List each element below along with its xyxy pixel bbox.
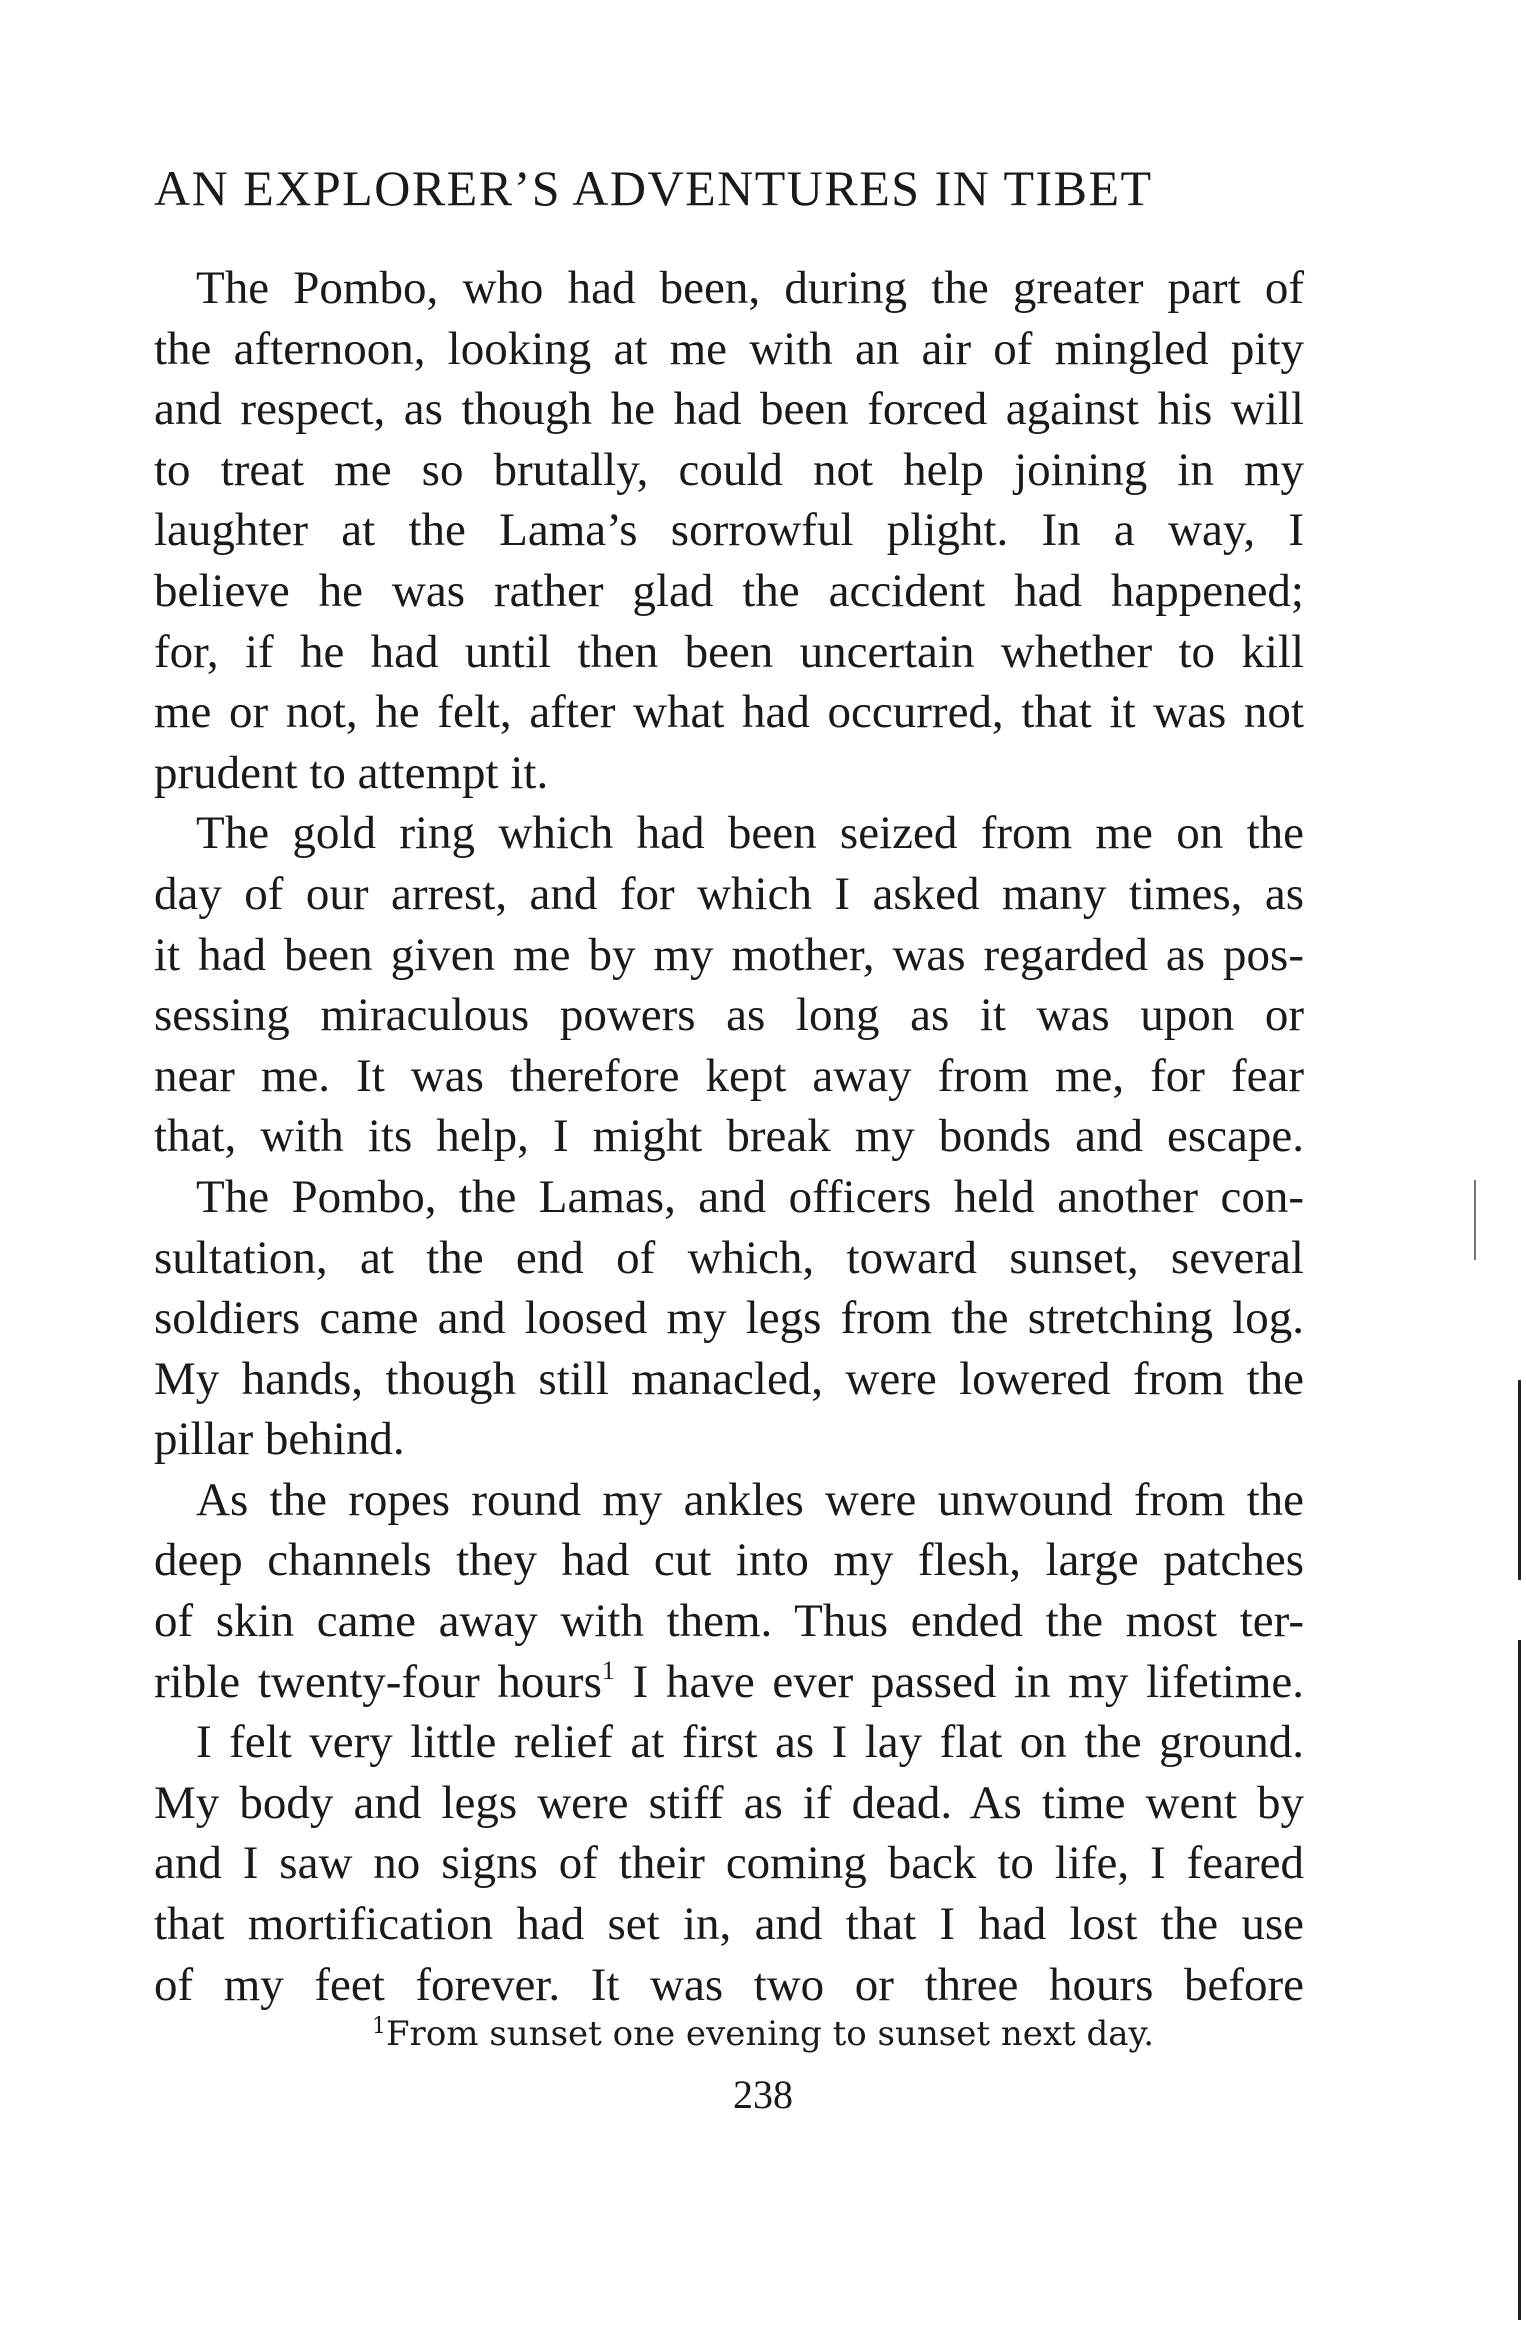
text-line: My body and legs were stiff as if dead. As time went by	[154, 1776, 1304, 1829]
footnote-text: From sunset one evening to sunset next day.	[385, 2014, 1155, 2054]
footnote	[0, 2012, 1526, 2056]
text-line: near me. It was therefore kept away from me, for fear	[154, 1049, 1304, 1102]
paragraph-4	[154, 1470, 1304, 1712]
text-fragment: rible twenty-four hours	[154, 1655, 602, 1708]
text-line: me or not, he felt, after what had occurred, that it was not	[154, 686, 1304, 739]
scan-edge-mark	[1518, 1640, 1521, 2320]
text-line: The gold ring which had been seized from me on the	[196, 807, 1304, 860]
text-line: it had been given me by my mother, was regarded as pos-	[154, 928, 1304, 981]
text-line-with-footnote	[154, 1652, 1304, 1713]
text-fragment: I have ever passed in my lifetime.	[632, 1655, 1304, 1708]
text-line: for, if he had until then been uncertain whether to kill	[154, 625, 1304, 678]
scan-edge-mark	[1518, 1380, 1521, 1580]
text-line: The Pombo, the Lamas, and officers held another con-	[196, 1170, 1304, 1223]
text-line: the afternoon, looking at me with an air of mingled pity	[154, 322, 1304, 375]
text-line: that, with its help, I might break my bonds and escape.	[154, 1110, 1304, 1163]
text-line: and respect, as though he had been forced against his will	[154, 383, 1304, 436]
text-line: of my feet forever. It was two or three hours before	[154, 1958, 1304, 2011]
text-line: that mortification had set in, and that I had lost the use	[154, 1898, 1304, 1951]
paragraph-1	[154, 258, 1304, 803]
text-line: soldiers came and loosed my legs from the stretching log.	[154, 1292, 1304, 1345]
scan-edge-mark	[1474, 1180, 1476, 1260]
text-line: The Pombo, who had been, during the greater part of	[196, 262, 1304, 314]
text-line: and I saw no signs of their coming back to life, I feared	[154, 1837, 1304, 1890]
text-line: sultation, at the end of which, toward sunset, several	[154, 1231, 1304, 1284]
page-number: 238	[733, 2072, 793, 2117]
text-line: As the ropes round my ankles were unwound from the	[196, 1473, 1304, 1526]
text-line: day of our arrest, and for which I asked many times, as	[154, 867, 1304, 920]
text-line: believe he was rather glad the accident had happened;	[154, 564, 1304, 617]
text-line: deep channels they had cut into my flesh, large patches	[154, 1534, 1304, 1587]
text-line: laughter at the Lama’s sorrowful plight. In a way, I	[154, 504, 1304, 557]
text-line: I felt very little relief at first as I lay flat on the ground.	[196, 1716, 1304, 1769]
paragraph-5	[154, 1712, 1304, 2015]
text-line: to treat me so brutally, could not help joining in my	[154, 443, 1304, 496]
running-head: AN EXPLORER’S ADVENTURES IN TIBET	[154, 160, 1153, 216]
paragraph-3	[154, 1167, 1304, 1470]
paragraph-2	[154, 803, 1304, 1167]
text-line: prudent to attempt it.	[154, 746, 549, 799]
footnote-ref: 1	[601, 1655, 615, 1685]
text-line: pillar behind.	[154, 1413, 405, 1466]
footnote-marker: 1	[371, 2014, 386, 2039]
text-line: My hands, though still manacled, were lowered from the	[154, 1352, 1304, 1405]
text-line: sessing miraculous powers as long as it was upon or	[154, 989, 1304, 1042]
body-text	[154, 258, 1304, 2015]
text-line: of skin came away with them. Thus ended the most ter-	[154, 1595, 1304, 1648]
